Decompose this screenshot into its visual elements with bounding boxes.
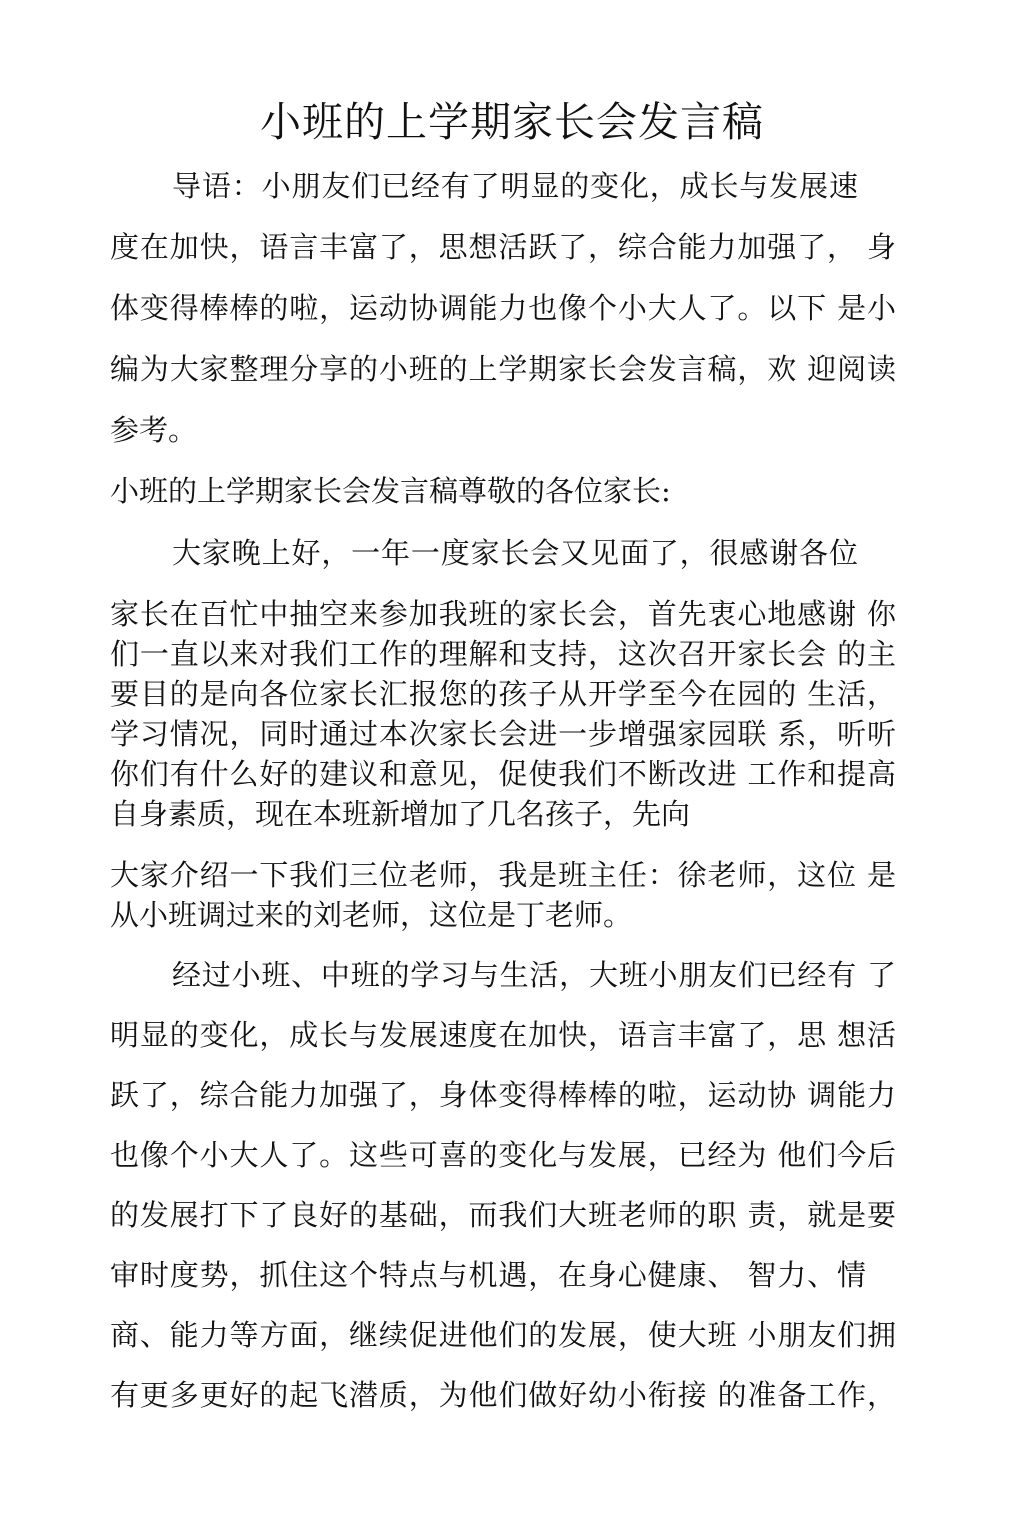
para2-line-4: 学习情况，同时通过本次家长会进一步增强家园联 系，听听 xyxy=(110,717,896,751)
greeting-line: 大家晚上好，一年一度家长会又见面了，很感谢各位 xyxy=(172,536,858,570)
para4-line-5: 的发展打下了良好的基础，而我们大班老师的职 责，就是要 xyxy=(110,1198,896,1232)
para4-line-1: 经过小班、中班的学习与生活，大班小朋友们已经有 了 xyxy=(172,958,896,992)
para2-line-6: 自身素质，现在本班新增加了几名孩子，先向 xyxy=(110,797,691,831)
para4-line-6: 审时度势，抓住这个特点与机遇，在身心健康、 智力、情 xyxy=(110,1258,866,1292)
intro-line-1: 导语：小朋友们已经有了明显的变化，成长与发展速 xyxy=(172,169,858,203)
para4-line-8: 有更多更好的起飞潜质，为他们做好幼小衔接 的准备工作， xyxy=(110,1378,896,1412)
para2-line-3: 要目的是向各位家长汇报您的孩子从开学至今在园的 生活， xyxy=(110,677,896,711)
intro-line-3: 体变得棒棒的啦，运动协调能力也像个小大人了。以下 是小 xyxy=(110,291,896,325)
speech-heading: 小班的上学期家长会发言稿尊敬的各位家长: xyxy=(110,474,671,508)
para2-line-1: 家长在百忙中抽空来参加我班的家长会，首先衷心地感谢 你 xyxy=(110,597,896,631)
document-title: 小班的上学期家长会发言稿 xyxy=(260,98,764,146)
para3-line-1: 大家介绍一下我们三位老师，我是班主任：徐老师，这位 是 xyxy=(110,858,896,892)
para4-line-2: 明显的变化，成长与发展速度在加快，语言丰富了，思 想活 xyxy=(110,1018,896,1052)
para4-line-4: 也像个小大人了。这些可喜的变化与发展，已经为 他们今后 xyxy=(110,1138,896,1172)
para2-line-5: 你们有什么好的建议和意见，促使我们不断改进 工作和提高 xyxy=(110,757,896,791)
intro-line-2: 度在加快，语言丰富了，思想活跃了，综合能力加强了， 身 xyxy=(110,230,896,264)
para2-line-2: 们一直以来对我们工作的理解和支持，这次召开家长会 的主 xyxy=(110,637,896,671)
para4-line-3: 跃了，综合能力加强了，身体变得棒棒的啦，运动协 调能力 xyxy=(110,1078,896,1112)
para3-line-2: 从小班调过来的刘老师，这位是丁老师。 xyxy=(110,898,633,932)
para4-line-7: 商、能力等方面，继续促进他们的发展，使大班 小朋友们拥 xyxy=(110,1318,896,1352)
intro-line-4: 编为大家整理分享的小班的上学期家长会发言稿，欢 迎阅读 xyxy=(110,352,896,386)
intro-line-5: 参考。 xyxy=(110,413,198,447)
